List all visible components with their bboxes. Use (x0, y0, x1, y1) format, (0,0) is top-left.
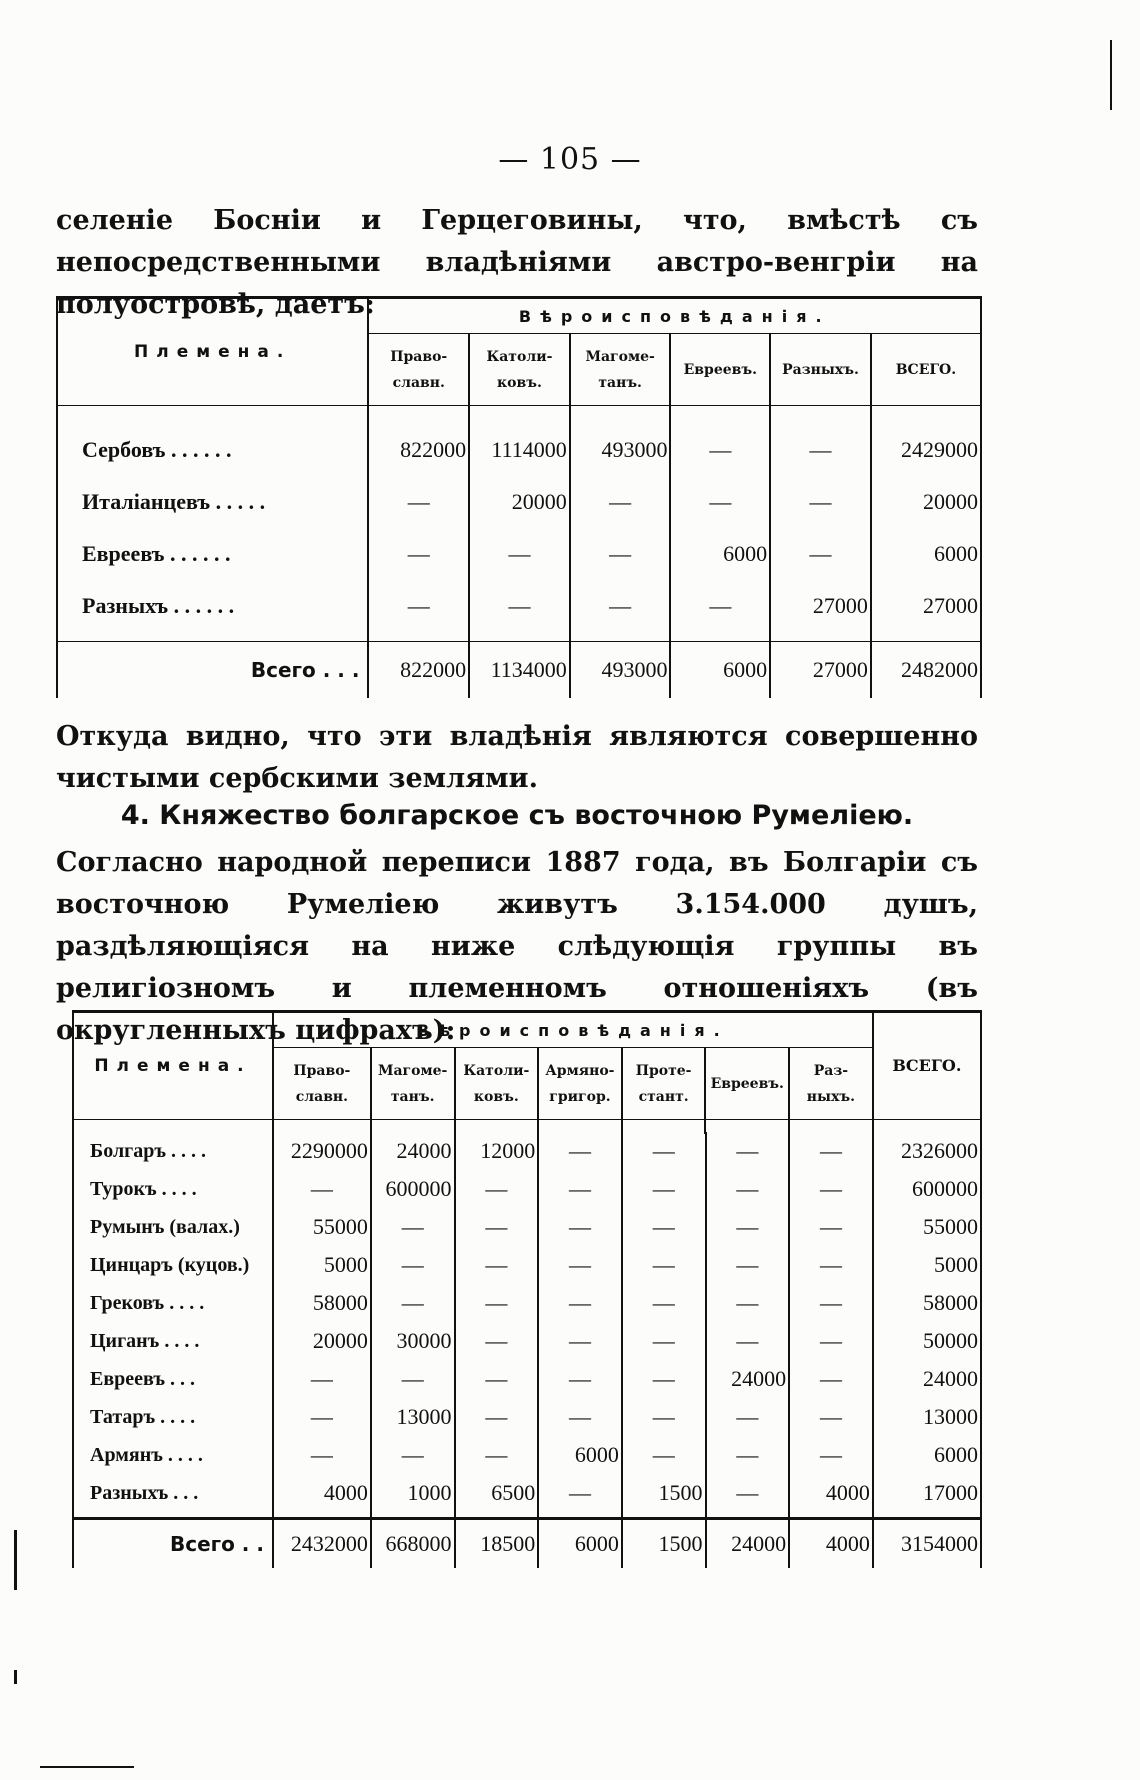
cell: 1500 (622, 1474, 706, 1512)
cell: — (789, 1208, 873, 1246)
row-label: Татаръ . . . . (73, 1398, 273, 1436)
col-orthodox: Право-славн. (368, 334, 469, 406)
cell: 6000 (873, 1436, 981, 1474)
table-row (73, 1322, 981, 1360)
col-catholic: Католи-ковъ. (469, 334, 570, 406)
cell: 4000 (789, 1518, 873, 1568)
table-row: Сербовъ . . . . . . 822000 1114000 493000 — — 2429000 (57, 424, 981, 476)
table-serbian-lands (56, 296, 982, 698)
cell: 13000 (371, 1398, 455, 1436)
cell: — (371, 1436, 455, 1474)
cell: — (455, 1436, 539, 1474)
cell: — (371, 1284, 455, 1322)
cell: 58000 (873, 1284, 981, 1322)
cell: 6500 (455, 1474, 539, 1512)
col-various: Раз-ныхъ. (789, 1048, 873, 1120)
cell: — (622, 1284, 706, 1322)
cell: — (622, 1398, 706, 1436)
col-muslim: Магоме-танъ. (371, 1048, 455, 1120)
cell: 24000 (371, 1132, 455, 1170)
row-label: Цинцаръ (куцов.) (73, 1246, 273, 1284)
cell: 4000 (273, 1474, 371, 1512)
col-catholic: Католи-ковъ. (455, 1048, 539, 1120)
cell: — (455, 1360, 539, 1398)
cell: 24000 (873, 1360, 981, 1398)
cell: 24000 (706, 1360, 790, 1398)
cell: 50000 (873, 1322, 981, 1360)
confessions-header: Вѣроисповѣданія. (273, 1012, 873, 1048)
cell: 13000 (873, 1398, 981, 1436)
cell: 2290000 (273, 1132, 371, 1170)
row-label: Циганъ . . . . (73, 1322, 273, 1360)
margin-mark (14, 1670, 17, 1684)
cell: 18500 (455, 1518, 539, 1568)
cell: 600000 (371, 1170, 455, 1208)
cell: — (789, 1170, 873, 1208)
page-number: — 105 — (498, 142, 642, 177)
cell: 2432000 (273, 1518, 371, 1568)
col-total: ВСЕГО. (873, 1012, 981, 1120)
total-label: Всего . . (73, 1518, 273, 1568)
col-muslim: Магоме-танъ. (570, 334, 671, 406)
cell: — (455, 1284, 539, 1322)
cell: 2326000 (873, 1132, 981, 1170)
cell: — (789, 1398, 873, 1436)
cell: 24000 (706, 1518, 790, 1568)
table-row (73, 1284, 981, 1322)
cell: — (538, 1322, 622, 1360)
cell: — (706, 1132, 790, 1170)
table-row (73, 1474, 981, 1512)
cell: 5000 (873, 1246, 981, 1284)
conclusion-paragraph: Откуда видно, что эти владѣнія являются совершенно чистыми сербскими землями. (56, 721, 978, 794)
intro-paragraph: селеніе Босніи и Герцеговины, что, вмѣстѣ съ непосредственными владѣніями австро-венгріи на полуостровѣ, даетъ: (56, 205, 978, 320)
cell: — (789, 1284, 873, 1322)
cell: 12000 (455, 1132, 539, 1170)
census-paragraph: Согласно народной переписи 1887 года, въ Болгаріи съ восточною Румеліею живутъ 3.154.000 душъ, раздѣляющіяся на ниже слѣдующія группы въ религіозномъ и племенномъ отношеніяхъ (въ округленныхъ цифрахъ): (56, 847, 978, 1046)
cell: — (622, 1208, 706, 1246)
cell: — (706, 1284, 790, 1322)
cell: 55000 (273, 1208, 371, 1246)
cell: — (538, 1360, 622, 1398)
section-heading: 4. Княжество болгарское съ восточною Румеліею. (120, 800, 914, 831)
cell: — (455, 1322, 539, 1360)
table-row (73, 1436, 981, 1474)
table-bulgaria-census (72, 1010, 982, 1134)
col-protestant: Проте-стант. (622, 1048, 706, 1120)
cell: — (706, 1246, 790, 1284)
row-label: Евреевъ . . . (73, 1360, 273, 1398)
cell: — (706, 1436, 790, 1474)
cell: — (538, 1246, 622, 1284)
cell: — (789, 1132, 873, 1170)
cell: — (706, 1398, 790, 1436)
cell: — (455, 1246, 539, 1284)
cell: — (622, 1360, 706, 1398)
cell: 58000 (273, 1284, 371, 1322)
cell: — (455, 1398, 539, 1436)
table-row: Италіанцевъ . . . . . — 20000 — — — 20000 (57, 476, 981, 528)
cell: 55000 (873, 1208, 981, 1246)
cell: — (789, 1246, 873, 1284)
cell: — (622, 1246, 706, 1284)
cell: — (622, 1322, 706, 1360)
row-label: Болгаръ . . . . (73, 1132, 273, 1170)
row-label: Грековъ . . . . (73, 1284, 273, 1322)
cell: 600000 (873, 1170, 981, 1208)
cell: — (273, 1360, 371, 1398)
margin-mark (1110, 40, 1112, 110)
cell: — (273, 1170, 371, 1208)
col-total: ВСЕГО. (871, 334, 981, 406)
cell: — (622, 1170, 706, 1208)
cell: — (538, 1474, 622, 1512)
cell: — (273, 1436, 371, 1474)
cell: — (455, 1170, 539, 1208)
cell: — (538, 1284, 622, 1322)
table-row (73, 1360, 981, 1398)
table-row: Разныхъ . . . . . . — — — — 27000 27000 (57, 580, 981, 632)
cell: — (706, 1474, 790, 1512)
cell: — (789, 1436, 873, 1474)
cell: — (706, 1322, 790, 1360)
cell: — (789, 1322, 873, 1360)
col-armenian-gregorian: Армяно-григор. (538, 1048, 622, 1120)
cell: 6000 (538, 1436, 622, 1474)
col-jews: Евреевъ. (705, 1048, 789, 1120)
margin-mark (14, 1530, 17, 1590)
cell: — (622, 1132, 706, 1170)
cell: — (538, 1398, 622, 1436)
cell: 30000 (371, 1322, 455, 1360)
table-row (73, 1208, 981, 1246)
cell: 5000 (273, 1246, 371, 1284)
cell: — (538, 1208, 622, 1246)
cell: — (622, 1436, 706, 1474)
cell: 17000 (873, 1474, 981, 1512)
tribes-header: Племена. (57, 298, 368, 406)
cell: — (538, 1170, 622, 1208)
tribes-header: Племена. (73, 1012, 273, 1120)
row-label: Турокъ . . . . (73, 1170, 273, 1208)
cell: 20000 (273, 1322, 371, 1360)
table-row (73, 1170, 981, 1208)
row-label: Румынъ (валах.) (73, 1208, 273, 1246)
table-row (73, 1132, 981, 1170)
total-row (73, 1518, 981, 1568)
cell: — (371, 1360, 455, 1398)
total-row: Всего . . . 822000 1134000 493000 6000 27000 2482000 (57, 642, 981, 698)
table-row (73, 1398, 981, 1436)
col-orthodox: Право-славн. (273, 1048, 371, 1120)
cell: — (706, 1170, 790, 1208)
row-label: Разныхъ . . . (73, 1474, 273, 1512)
cell: — (455, 1208, 539, 1246)
col-various: Разныхъ. (770, 334, 871, 406)
cell: 1500 (622, 1518, 706, 1568)
cell: 668000 (371, 1518, 455, 1568)
cell: — (789, 1360, 873, 1398)
table-row (73, 1246, 981, 1284)
cell: 6000 (538, 1518, 622, 1568)
cell: — (371, 1208, 455, 1246)
cell: — (371, 1246, 455, 1284)
table-bulgaria-body (72, 1132, 982, 1568)
cell: — (706, 1208, 790, 1246)
confessions-header: Вѣроисповѣданія. (368, 298, 981, 334)
cell: — (273, 1398, 371, 1436)
cell: 4000 (789, 1474, 873, 1512)
cell: 3154000 (873, 1518, 981, 1568)
table-row: Евреевъ . . . . . . — — — 6000 — 6000 (57, 528, 981, 580)
col-jews: Евреевъ. (670, 334, 770, 406)
cell: 1000 (371, 1474, 455, 1512)
row-label: Армянъ . . . . (73, 1436, 273, 1474)
cell: — (538, 1132, 622, 1170)
margin-mark (40, 1766, 134, 1768)
